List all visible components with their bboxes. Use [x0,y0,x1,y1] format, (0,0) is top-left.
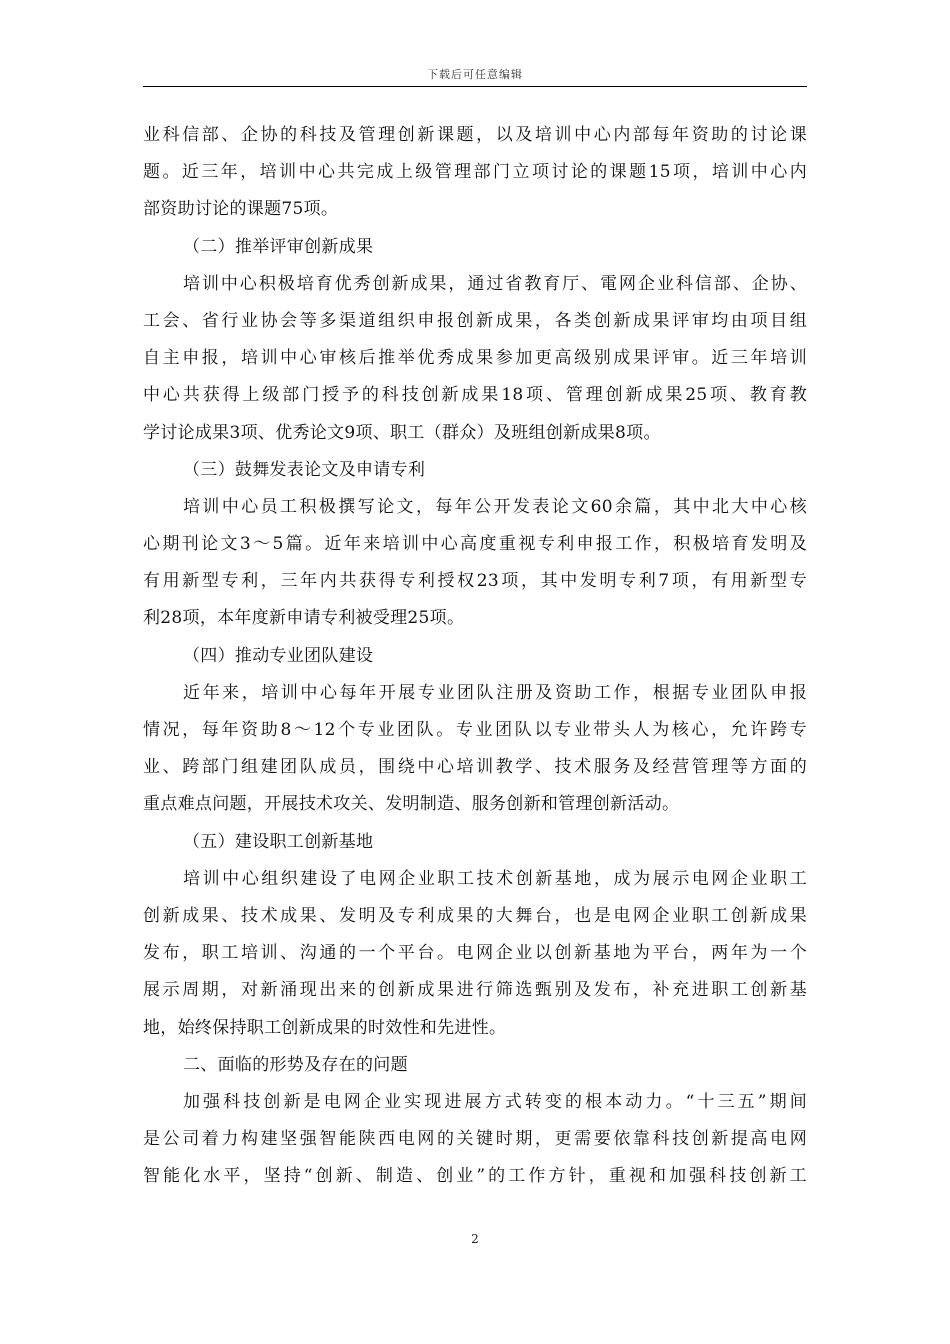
text-line: 展示周期，对新涌现出来的创新成果进行筛选甄别及发布，补充进职工创新基 [143,980,807,1001]
text-line: 重点难点问题，开展技术攻关、发明制造、服务创新和管理创新活动。 [143,794,680,815]
text-line: 培训中心组织建设了电网企业职工技术创新基地，成为展示电网企业职工 [183,868,807,889]
section-heading: （四）推动专业团队建设 [183,645,374,666]
text-line: 自主申报，培训中心审核后推举优秀成果参加更高级别成果评审。近三年培训 [143,348,807,369]
text-line: 利28项，本年度新申请专利被受理25项。 [143,608,465,629]
header-divider [143,86,807,87]
text-line: 智能化水平，坚持“创新、制造、创业”的工作方针，重视和加强科技创新工 [143,1166,807,1187]
text-line: 题。近三年，培训中心共完成上级管理部门立项讨论的课题15项，培训中心内 [143,162,807,183]
section-heading: （二）推举评审创新成果 [183,236,374,257]
page-number: 2 [471,1232,479,1246]
document-body [143,117,807,1195]
text-line: 情况，每年资助8～12个专业团队。专业团队以专业带头人为核心，允许跨专 [143,720,807,740]
text-line: 中心共获得上级部门授予的科技创新成果18项、管理创新成果25项、教育教 [143,385,807,406]
text-line: 学讨论成果3项、优秀论文9项、职工（群众）及班组创新成果8项。 [143,422,661,443]
text-line: 部资助讨论的课题75项。 [143,199,339,220]
section-heading: （五）建设职工创新基地 [183,831,374,852]
text-line: 加强科技创新是电网企业实现进展方式转变的根本动力。“十三五”期间 [183,1091,807,1112]
text-line: 培训中心员工积极撰写论文，每年公开发表论文60余篇，其中北大中心核 [183,496,807,517]
text-line: 业科信部、企协的科技及管理创新课题，以及培训中心内部每年资助的讨论课 [143,125,807,145]
text-line: 是公司着力构建坚强智能陕西电网的关键时期，更需要依靠科技创新提高电网 [143,1129,807,1150]
section-heading: 二、面临的形势及存在的问题 [183,1054,408,1075]
section-heading: （三）鼓舞发表论文及申请专利 [183,459,426,480]
text-line: 近年来，培训中心每年开展专业团队注册及资助工作，根据专业团队申报 [183,682,807,703]
text-line: 有用新型专利，三年内共获得专利授权23项，其中发明专利7项，有用新型专 [143,571,807,592]
text-line: 创新成果、技术成果、发明及专利成果的大舞台，也是电网企业职工创新成果 [143,905,807,926]
text-line: 地，始终保持职工创新成果的时效性和先进性。 [143,1017,507,1038]
text-line: 心期刊论文3～5篇。近年来培训中心高度重视专利申报工作，积极培育发明及 [143,534,807,555]
text-line: 业、跨部门组建团队成员，围绕中心培训教学、技术服务及经营管理等方面的 [143,757,807,778]
text-line: 发布，职工培训、沟通的一个平台。电网企业以创新基地为平台，两年为一个 [143,943,807,964]
text-line: 工会、省行业协会等多渠道组织申报创新成果，各类创新成果评审均由项目组 [143,310,807,331]
text-line: 培训中心积极培育优秀创新成果，通过省教育厅、電网企业科信部、企协、 [183,273,807,294]
page-header: 下载后可任意编辑 [427,68,523,81]
